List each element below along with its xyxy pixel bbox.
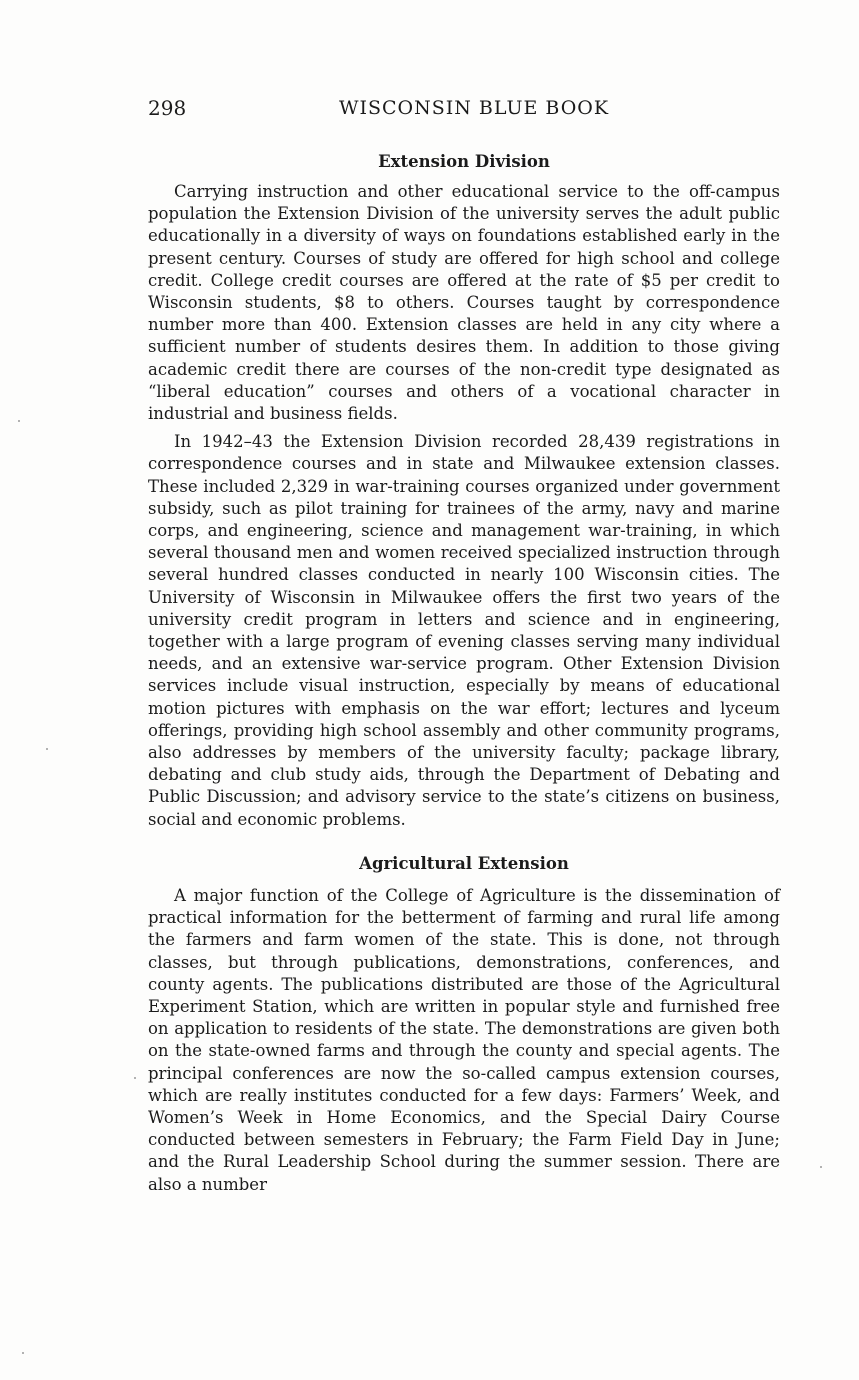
section-agricultural-extension (148, 852, 780, 1196)
paragraph: Carrying instruction and other educational service to the off-campus population the Extension Division of the university serves the adult public educationally in a diversity of ways on foundations established early in the present century. Courses of study are offered for high school and college credit. College credit courses are offered at the rate of $5 per credit to Wisconsin students, $8 to others. Courses taught by correspondence number more than 400. Extension classes are held in any city where a sufficient number of students desires them. In addition to those giving academic credit there are courses of the non-credit type designated as “liberal education” courses and others of a vocational character in industrial and business fields. (148, 182, 780, 424)
page-body (148, 150, 780, 1196)
section-extension-division (148, 150, 780, 831)
paper-speck (134, 1077, 136, 1079)
paragraph: A major function of the College of Agriculture is the dissemination of practical information for the betterment of farming and rural life among the farmers and farm women of the state. This is done, not through classes, but through publications, demonstrations, conferences, and county agents. The publications distributed are those of the Agricultural Experiment Station, which are written in popular style and furnished free on application to residents of the state. The demonstrations are given both on the state-owned farms and through the county and special agents. The principal conferences are now the so-called campus extension courses, which are really institutes conducted for a few days: Farmers’ Week, and Women’s Week in Home Economics, and the Special Dairy Course conducted between semesters in February; the Farm Field Day in June; and the Rural Leadership School during the summer session. There are also a number (148, 885, 780, 1194)
paper-speck (22, 1352, 24, 1354)
section-heading: Agricultural Extension (359, 853, 569, 873)
section-heading: Extension Division (378, 152, 550, 171)
paragraph: In 1942–43 the Extension Division recorded 28,439 registrations in correspondence courses and in state and Milwaukee extension classes. These included 2,329 in war-training courses organized under government subsidy, such as pilot training for trainees of the army, navy and marine corps, and engineering, science and management war-training, in which several thousand men and women received specialized instruction through several hundred classes conducted in nearly 100 Wisconsin cities. The University of Wisconsin in Milwaukee offers the first two years of the university credit program in letters and science and in engineering, together with a large program of evening classes serving many individual needs, and an extensive war-service program. Other Extension Division services include visual instruction, especially by means of educational motion pictures with emphasis on the war effort; lectures and lyceum offerings, providing high school assembly and other community programs, also addresses by members of the university faculty; package library, debating and club study aids, through the Department of Debating and Public Discussion; and advisory service to the state’s citizens on business, social and economic problems. (148, 432, 780, 829)
paper-speck (820, 1166, 822, 1168)
paper-speck (18, 420, 20, 422)
running-title: WISCONSIN BLUE BOOK (338, 97, 610, 119)
page-number: 298 (148, 96, 187, 120)
running-head (148, 96, 780, 122)
paper-speck (46, 748, 48, 750)
